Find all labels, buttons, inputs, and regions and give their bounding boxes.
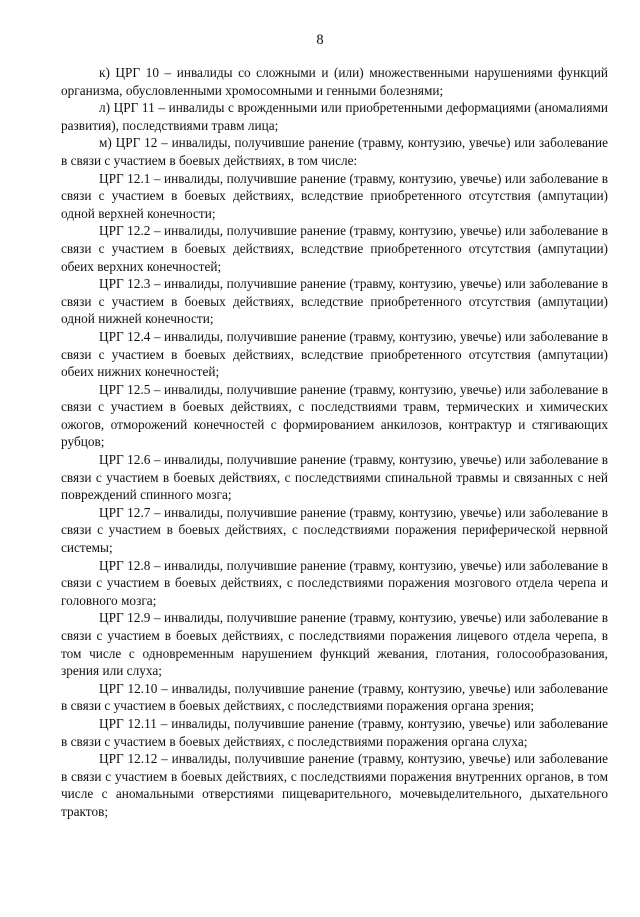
subitem-crg-12-8: ЦРГ 12.8 – инвалиды, получившие ранение (травму, контузию, увечье) или заболевание в связи с участием в боевых действиях, с последствиями поражения мозгового отдела черепа и головного мозга; [61,557,608,608]
subitem-crg-12-1: ЦРГ 12.1 – инвалиды, получившие ранение (травму, контузию, увечье) или заболевание в связи с участием в боевых действиях, вследствие приобретенного отсутствия (ампутации) одной верхней конечности; [61,170,608,221]
subitem-crg-12-2: ЦРГ 12.2 – инвалиды, получившие ранение (травму, контузию, увечье) или заболевание в связи с участием в боевых действиях, вследствие приобретенного отсутствия (ампутации) обеих верхних конечностей; [61,223,608,274]
list-item-k: к) ЦРГ 10 – инвалиды со сложными и (или) множественными нарушениями функций организма, обусловленными хромосомными и генными болезнями; [61,65,608,98]
document-body [61,64,608,821]
subitem-crg-12-9: ЦРГ 12.9 – инвалиды, получившие ранение (травму, контузию, увечье) или заболевание в связи с участием в боевых действиях, с последствиями поражения лицевого отдела черепа, в том числе с одновременным нарушением функций жевания, глотания, голосообразования, зрения или слуха; [61,610,608,679]
subitem-crg-12-4: ЦРГ 12.4 – инвалиды, получившие ранение (травму, контузию, увечье) или заболевание в связи с участием в боевых действиях, вследствие приобретенного отсутствия (ампутации) обеих нижних конечностей; [61,328,608,380]
subitem-crg-12-5: ЦРГ 12.5 – инвалиды, получившие ранение (травму, контузию, увечье) или заболевание в связи с участием в боевых действиях, с последствиями травм, термических и химических ожогов, отморожений конечностей с формированием анкилозов, контрактур и стягивающих рубцов; [61,381,608,450]
subitem-crg-12-11: ЦРГ 12.11 – инвалиды, получившие ранение (травму, контузию, увечье) или заболевание в связи с участием в боевых действиях, с последствиями поражения органа слуха; [61,715,608,749]
page-number: 8 [316,32,324,48]
list-item-m: м) ЦРГ 12 – инвалиды, получившие ранение (травму, контузию, увечье) или заболевание в связи с участием в боевых действиях, в том числе: [61,135,608,168]
subitem-crg-12-10: ЦРГ 12.10 – инвалиды, получившие ранение (травму, контузию, увечье) или заболевание в связи с участием в боевых действиях, с последствиями поражения органа зрения; [61,680,608,714]
subitem-crg-12-12: ЦРГ 12.12 – инвалиды, получившие ранение (травму, контузию, увечье) или заболевание в связи с участием в боевых действиях, с последствиями поражения внутренних органов, в том числе с аномальными отверстиями пищеварительного, мочевыделительного, дыхательного трактов; [61,751,608,819]
list-item-l: л) ЦРГ 11 – инвалиды с врожденными или приобретенными деформациями (аномалиями развития), последствиями травм лица; [61,100,608,133]
subitem-crg-12-7: ЦРГ 12.7 – инвалиды, получившие ранение (травму, контузию, увечье) или заболевание в связи с участием в боевых действиях, с последствиями поражения периферической нервной системы; [61,504,608,556]
subitem-crg-12-6: ЦРГ 12.6 – инвалиды, получившие ранение (травму, контузию, увечье) или заболевание в связи с участием в боевых действиях, с последствиями спинальной травмы и связанных с ней повреждений спинного мозга; [61,452,608,503]
subitem-crg-12-3: ЦРГ 12.3 – инвалиды, получившие ранение (травму, контузию, увечье) или заболевание в связи с участием в боевых действиях, вследствие приобретенного отсутствия (ампутации) одной нижней конечности; [61,276,608,327]
